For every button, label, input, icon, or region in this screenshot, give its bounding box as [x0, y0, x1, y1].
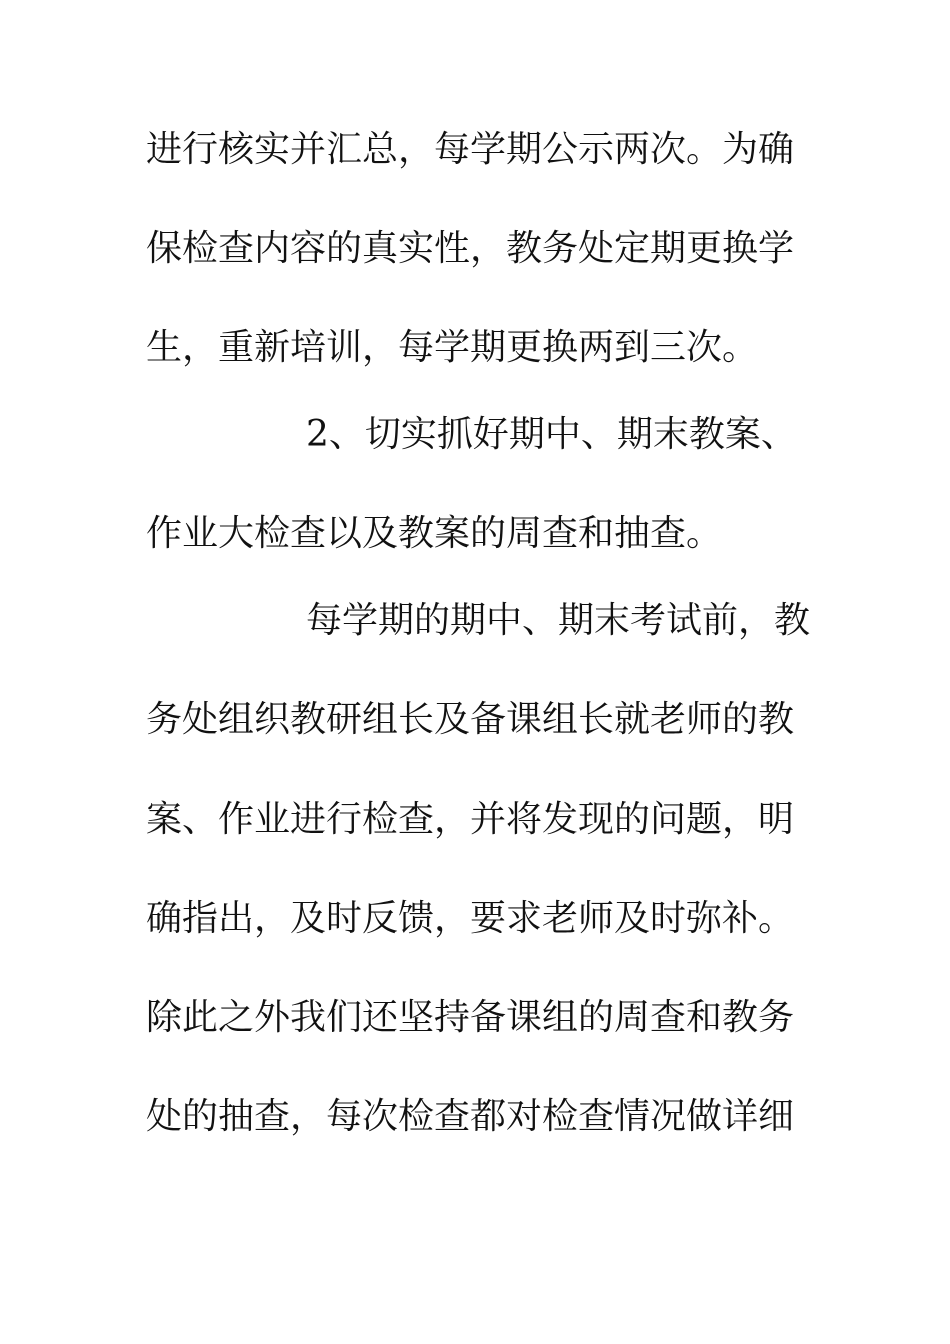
text-line: 保检查内容的真实性，教务处定期更换学: [146, 228, 795, 269]
text-line: 确指出，及时反馈，要求老师及时弥补。: [146, 898, 795, 939]
text-line: 案、作业进行检查，并将发现的问题，明: [146, 799, 795, 840]
paragraph-start: 每学期的期中、期末考试前，教: [306, 600, 811, 641]
section-heading: 2、切实抓好期中、期末教案、: [306, 414, 797, 455]
text-line: 处的抽查，每次检查都对检查情况做详细: [146, 1096, 795, 1137]
text-line: 除此之外我们还坚持备课组的周查和教务: [146, 997, 795, 1038]
text-line: 进行核实并汇总，每学期公示两次。为确: [146, 129, 795, 170]
text-line: 生，重新培训，每学期更换两到三次。: [146, 327, 759, 368]
text-line: 作业大检查以及教案的周查和抽查。: [146, 513, 723, 554]
text-line: 务处组织教研组长及备课组长就老师的教: [146, 699, 795, 740]
